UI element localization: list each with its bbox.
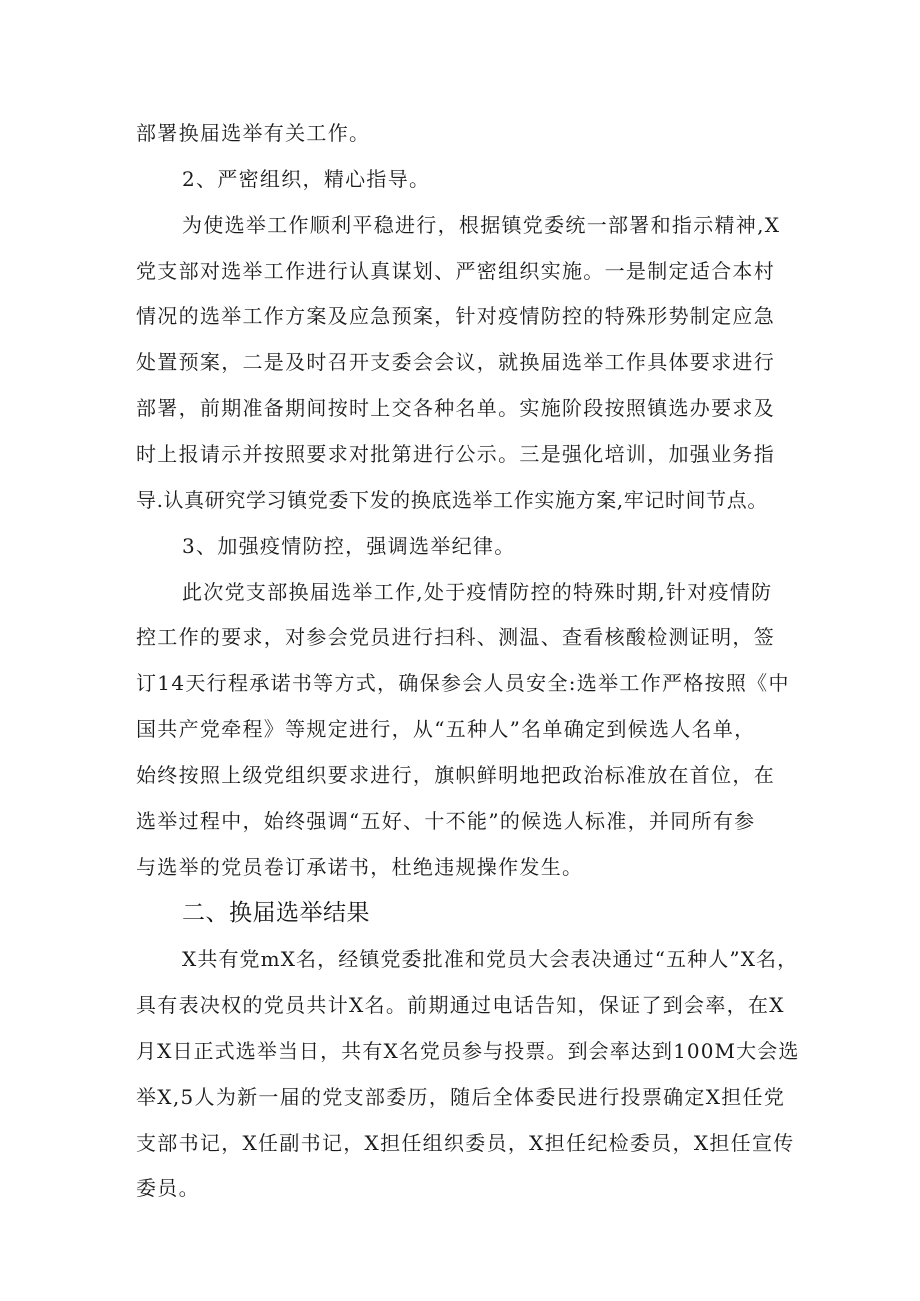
text-line: 部署换届选举有关工作。	[136, 121, 371, 145]
text-line: 月X日正式选举当日，共有X名党员参与投票。到会率达到100M大会选	[136, 1039, 800, 1063]
text-line: 始终按照上级党组织要求进行，旗帜鲜明地把政治标准放在首位，在	[136, 763, 775, 787]
text-line: 支部书记，X任副书记，X担任组织委员，X担任纪检委员，X担任宣传	[136, 1131, 795, 1155]
text-line: X共有党mX名，经镇党委批准和党员大会表决通过“五种人”X名，	[182, 947, 799, 971]
text-line: 举X,5人为新一届的党支部委历，随后全体委民进行投票确定X担任党	[136, 1085, 786, 1109]
text-line: 具有表决权的党员共计X名。前期通过电话告知，保证了到会率，在X	[136, 993, 785, 1017]
text-line: 情况的选举工作方案及应急预案，针对疫情防控的特殊形势制定应急	[136, 304, 775, 328]
section-subtitle-3: 3、加强疫情防控，强调选举纪律。	[182, 534, 516, 558]
text-line: 控工作的要求，对参会党员进行扫科、测温、查看核酸检测证明，签	[136, 625, 775, 649]
text-line: 部署，前期准备期间按时上交各种名单。实施阶段按照镇选办要求及	[136, 396, 775, 420]
text-line: 委员。	[136, 1176, 200, 1200]
text-line: 党支部对选举工作进行认真谋划、严密组织实施。一是制定适合本村	[136, 259, 775, 283]
text-line: 时上报请示并按照要求对批第进行公示。三是强化培训，加强业务指	[136, 442, 775, 466]
section-heading: 二、换届选举结果	[182, 900, 370, 926]
text-line: 选举过程中，始终强调“五好、十不能”的候选人标准，并同所有参	[136, 809, 756, 833]
text-line: 与选举的党员卷订承诺书，杜绝违规操作发生。	[136, 855, 584, 879]
text-line: 导.认真研究学习镇党委下发的换底选举工作实施方案,牢记时间节点。	[136, 488, 768, 512]
text-line: 国共产党牵程》等规定进行，从“五种人”名单确定到候选人名单，	[136, 717, 756, 741]
text-line: 此次党支部换届选举工作,处于疫情防控的特殊时期,针对疫情防	[182, 580, 773, 604]
section-subtitle-2: 2、严密组织，精心指导。	[182, 167, 431, 191]
text-line: 处置预案，二是及时召开支委会会议，就换届选举工作具体要求进行	[136, 350, 775, 374]
text-line: 为使选举工作顺利平稳进行，根据镇党委统一部署和指示精神,X	[182, 213, 781, 237]
text-line: 订14天行程承诺书等方式，确保参会人员安全:选举工作严格按照《中	[136, 671, 790, 695]
